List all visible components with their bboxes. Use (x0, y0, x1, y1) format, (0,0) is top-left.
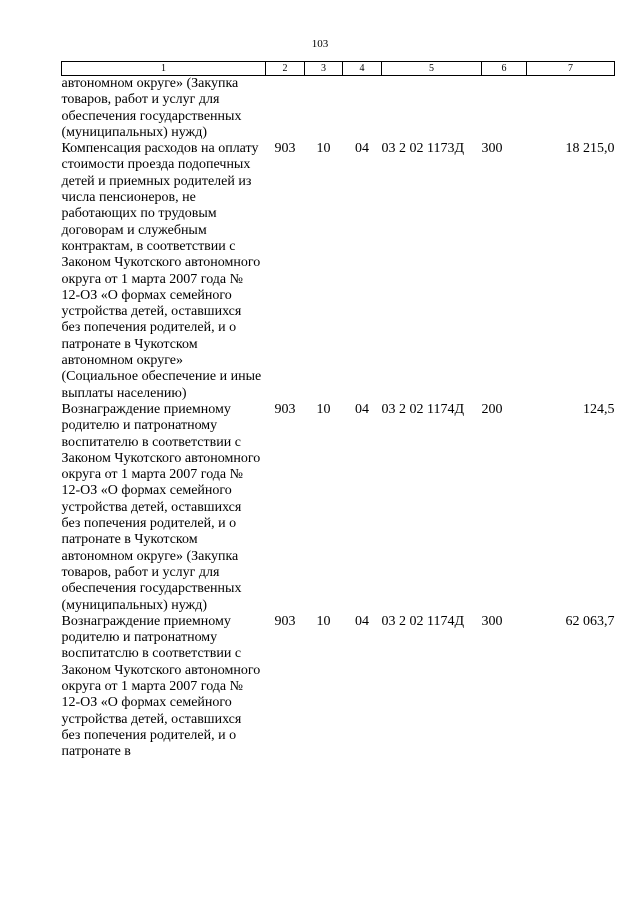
row-amount: 18 215,0 (565, 141, 615, 157)
row-name: Вознаграждение приемному родителю и патронатному воспитатслю в соответствии с Законом Чукотского автономного округа от 1 марта 2007 года № 12-ОЗ «О формах семейного устройства детей, оставшихся без попечения родителей, и о патронате в (61, 613, 261, 760)
row-amount (527, 76, 615, 142)
row-name: автономном округе» (Закупка товаров, работ и услуг для обеспечения государственных (муниципальных) нужд) (61, 76, 242, 140)
row-subsection: 04 (355, 613, 369, 629)
column-header-target-article: 5 (382, 62, 482, 76)
row-section: 10 (316, 613, 331, 629)
row-name: Компенсация расходов на оплату стоимости проезда подопечных детей и приемных родителей из числа пенсионеров, не работающих по трудовым договорам и служебным контрактам, в соответствии с Законом Чукотского автономного округа от 1 марта 2007 года № 12-ОЗ «О формах семейного устройства детей, оставшихся без попечения родителей, и о патронате в Чукотском автономном округе» (Социальное обеспечение и иные выплаты населению) (61, 141, 262, 401)
row-subsection: 04 (355, 141, 369, 157)
table-row (62, 76, 615, 142)
column-header-name: 1 (62, 62, 266, 76)
row-name: Вознаграждение приемному родителю и патронатному воспитателю в соответствии с Законом Чукотского автономного округа от 1 марта 2007 года № 12-ОЗ «О формах семейного устройства детей, оставшихся без попечения родителей, и о патронате в Чукотском автономном округе» (Закупка товаров, работ и услуг для обеспечения государственных (муниципальных) нужд) (61, 401, 261, 613)
row-grbs: 903 (274, 613, 296, 629)
table-row (62, 141, 615, 402)
row-target-article (382, 76, 482, 142)
row-expense-type: 200 (481, 401, 503, 417)
page-number: 103 (311, 38, 329, 50)
row-amount: 62 063,7 (565, 613, 615, 629)
row-section (305, 76, 343, 142)
column-header-expense-type: 6 (482, 62, 527, 76)
row-grbs (266, 76, 305, 142)
row-target-article: 03 2 02 1174Д (381, 613, 465, 629)
row-expense-type (482, 76, 527, 142)
column-header-amount: 7 (527, 62, 615, 76)
table-row (62, 614, 615, 761)
row-amount: 124,5 (583, 401, 615, 417)
column-header-grbs: 2 (266, 62, 305, 76)
row-grbs: 903 (274, 141, 296, 157)
row-subsection: 04 (355, 401, 369, 417)
row-expense-type: 300 (481, 613, 503, 629)
row-expense-type: 300 (481, 141, 503, 157)
row-target-article: 03 2 02 1174Д (381, 401, 465, 417)
column-header-subsection: 4 (343, 62, 382, 76)
column-header-section: 3 (305, 62, 343, 76)
row-section: 10 (316, 141, 331, 157)
row-grbs: 903 (274, 401, 296, 417)
budget-table (61, 61, 615, 760)
table-row (62, 402, 615, 614)
table-header-row (62, 62, 615, 76)
row-target-article: 03 2 02 1173Д (381, 141, 465, 157)
row-section: 10 (316, 401, 331, 417)
row-subsection (343, 76, 382, 142)
